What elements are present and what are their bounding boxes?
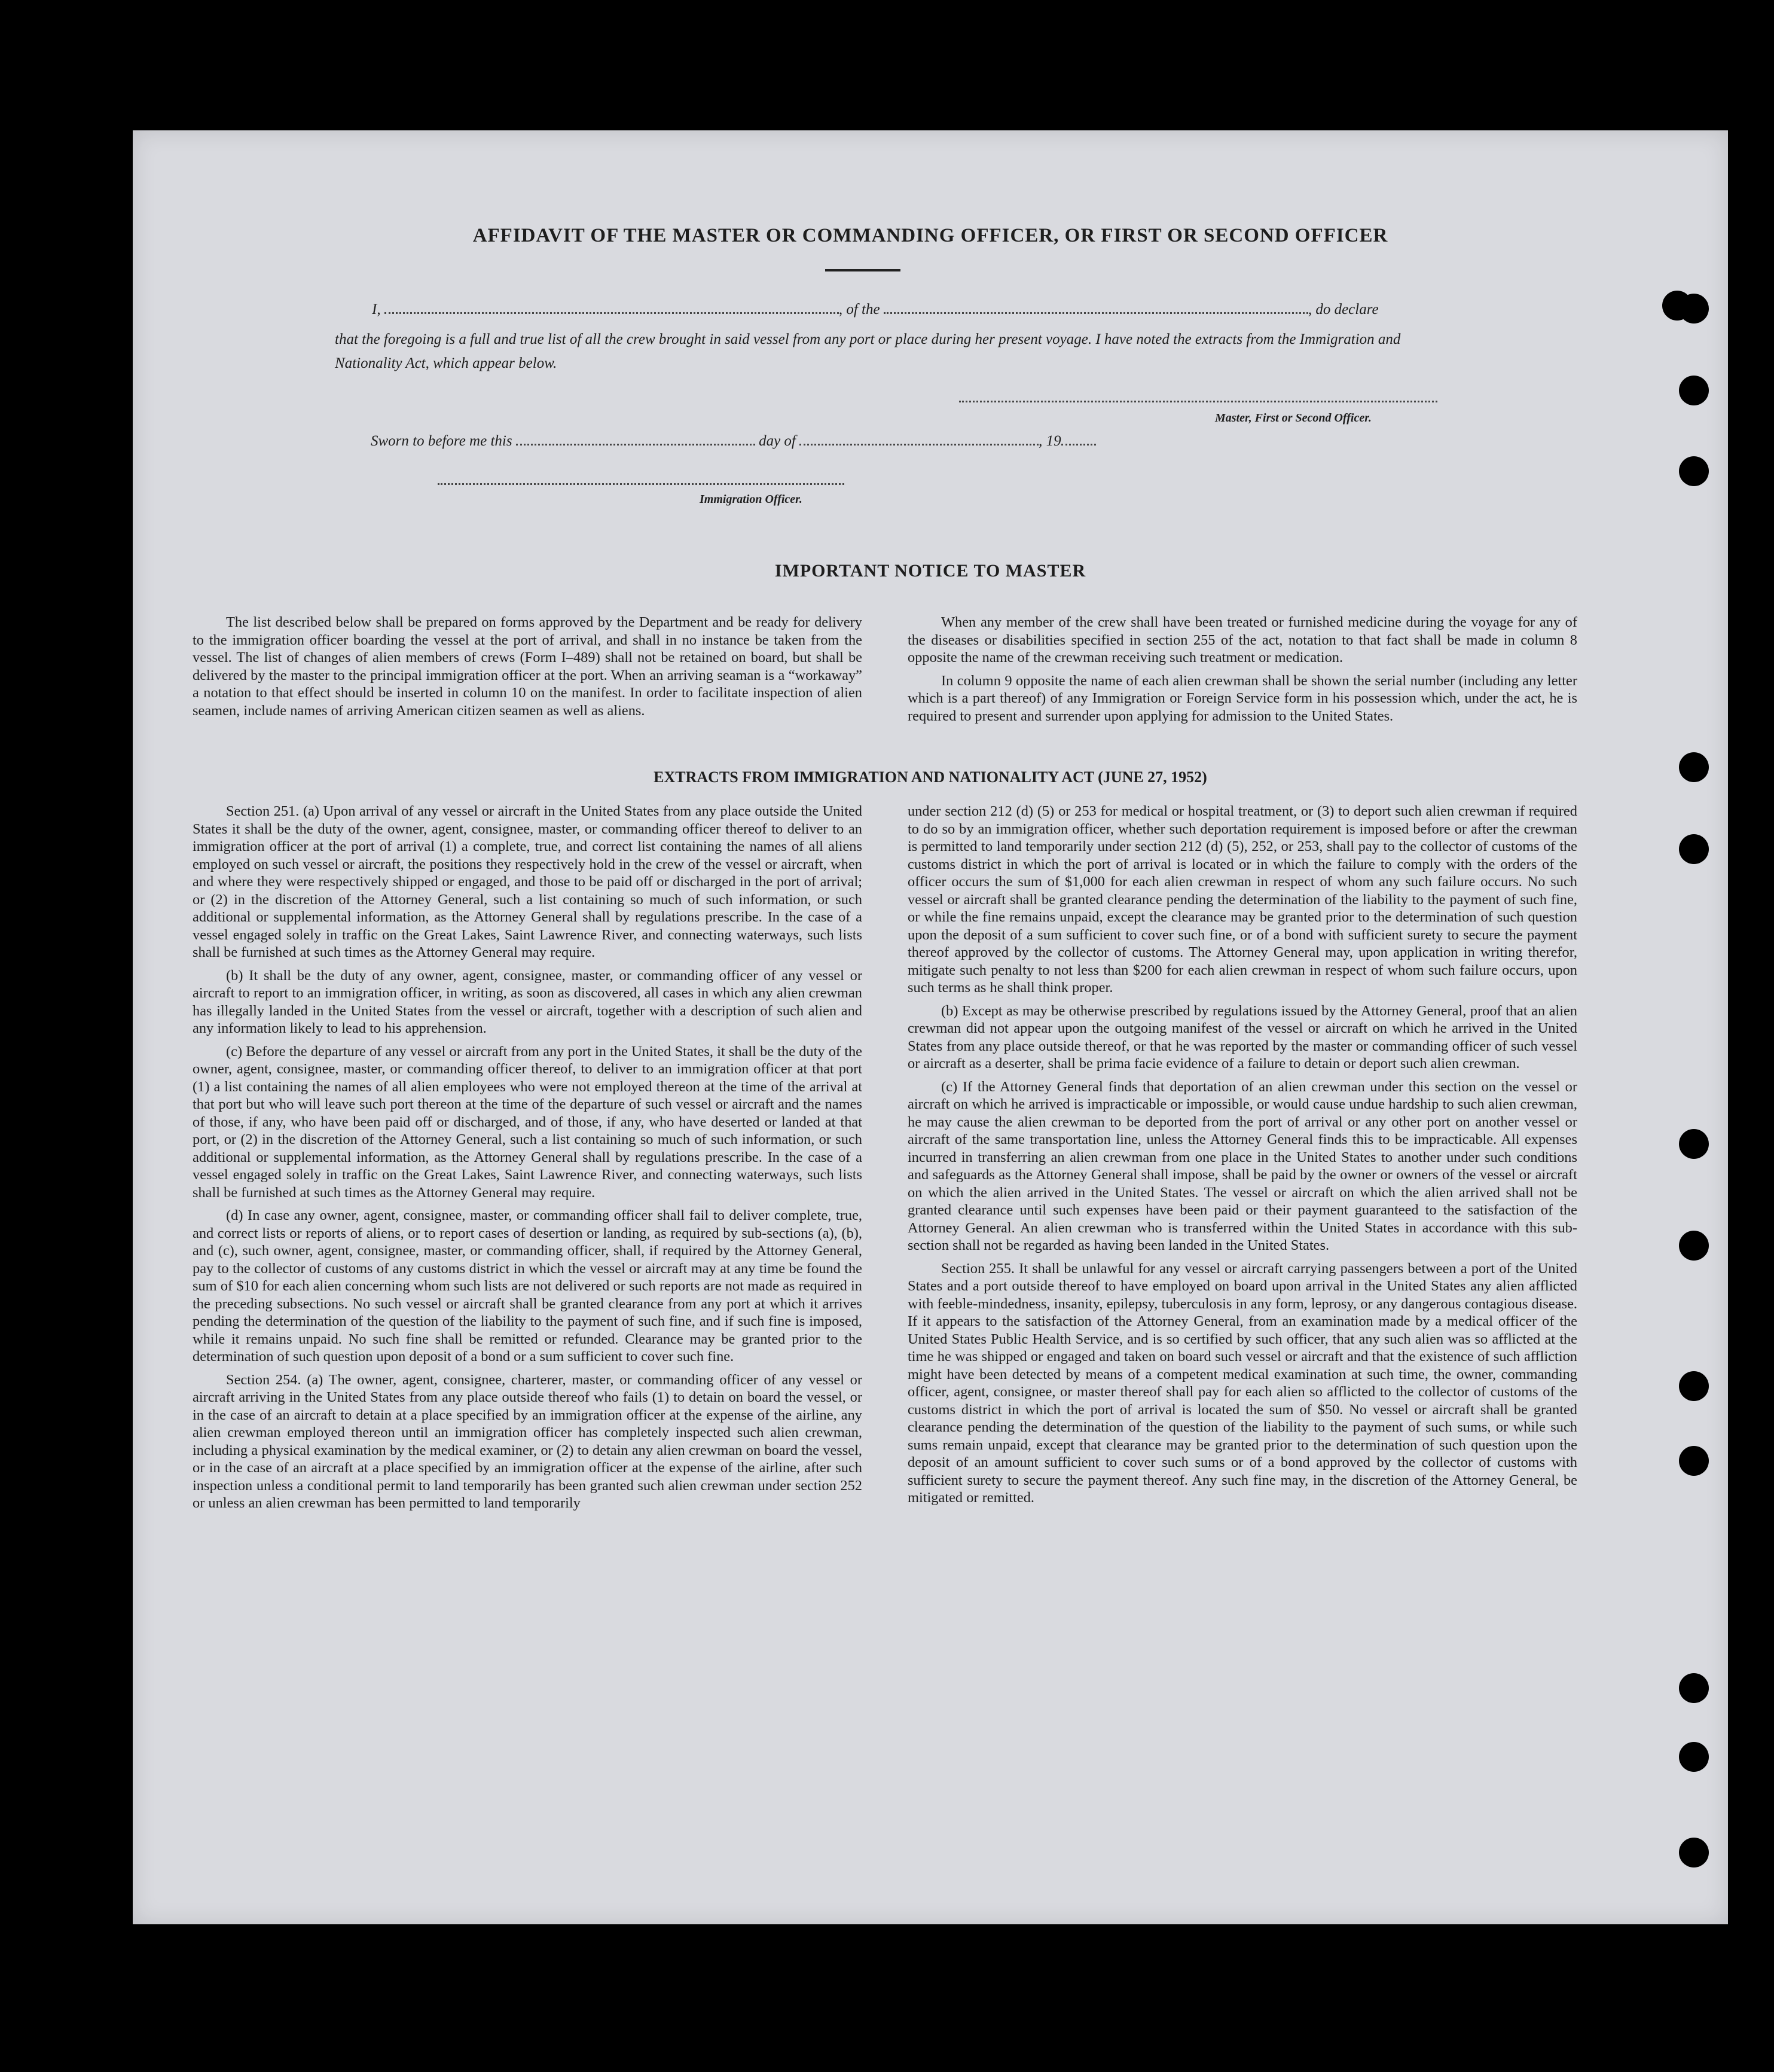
binder-hole bbox=[1679, 1129, 1709, 1159]
binder-hole bbox=[1679, 834, 1709, 864]
notice-paragraph: The list described below shall be prepared on forms approved by the Department and be ready for delivery to the immigration officer boarding the vessel at the port of arrival, and shall in no instance be taken from the vessel. The list of changes of alien members of crews (Form I–489) shall not be retained on board, but shall be delivered by the master to the principal immigration officer at the port. When an arriving seaman is a “workaway” a notation to that effect should be inserted in column 10 on the manifest. In order to facilitate inspection of alien seamen, include names of arriving American citizen seamen as well as aliens. bbox=[193, 614, 862, 719]
master-caption: Master, First or Second Officer. bbox=[1215, 411, 1372, 425]
sworn-line bbox=[371, 433, 1268, 450]
extracts-left-column bbox=[193, 802, 862, 1518]
of-the-label: , of the bbox=[838, 301, 880, 318]
do-declare-label: , do declare bbox=[1308, 301, 1379, 318]
i-label: I, bbox=[372, 301, 381, 318]
binder-hole bbox=[1679, 1838, 1709, 1867]
sworn-label: Sworn to before me this bbox=[371, 433, 512, 449]
affidavit-statement: that the foregoing is a full and true list of all the crew brought in said vessel from any port or place during her present voyage. I have noted the extracts from the Immigration and Nationality Act, which appear below. bbox=[335, 331, 1401, 371]
binder-hole bbox=[1679, 1742, 1709, 1772]
notice-left-column bbox=[193, 614, 862, 725]
binder-hole bbox=[1679, 1673, 1709, 1703]
section-paragraph: Section 255. It shall be unlawful for any vessel or aircraft carrying passengers between a port of the United States and a port outside thereof to have employed on board upon arrival in the United States any alien afflicted with feeble-mindedness, insanity, epilepsy, tuberculosis in any form, leprosy, or any dangerous contagious disease. If it appears to the satisfaction of the Attorney General, from an examination made by a medical officer of the United States Public Health Service, and is so certified by such officer, that any such alien was so afflicted at the time he was shipped or engaged and taken on board such vessel or aircraft and that the existence of such affliction might have been detected by means of a competent medical examination at such time, the owner, commanding officer, agent, consignee, or master thereof shall pay for each alien so afflicted to the collector of customs of the customs district in which the port of arrival is located the sum of $50. No vessel or aircraft shall be granted clearance pending the determination of the question of the liability to the payment of such sums, or while such sums remain unpaid, except that clearance may be granted prior to the determination of such question upon the deposit of an amount sufficient to cover such sums or of a bond approved by the collector of customs with sufficient surety to secure the payment thereof. Any such fine may, in the discretion of the Attorney General, be mitigated or remitted. bbox=[908, 1260, 1577, 1506]
month-field[interactable] bbox=[799, 440, 1039, 445]
extracts-right-column bbox=[908, 802, 1577, 1512]
year-prefix: , 19 bbox=[1039, 433, 1061, 449]
extracts-title: EXTRACTS FROM IMMIGRATION AND NATIONALITY ACT (JUNE 27, 1952) bbox=[654, 768, 1207, 786]
officer-signature-line[interactable] bbox=[438, 483, 844, 485]
section-paragraph: (d) In case any owner, agent, consignee, master, or commanding officer shall fail to deliver complete, true, and correct lists or reports of aliens, or to report cases of desertion or landing, as required by sub-sections (a), (b), and (c), such owner, agent, consignee, master, or commanding officer, shall, if required by the Attorney General, pay to the collector of customs of any customs district in which the vessel or aircraft may at any time be found the sum of $10 for each alien concerning whom such lists are not delivered or such reports are not made as required in the preceding subsections. No such vessel or aircraft shall be granted clearance from any port at which it arrives pending the determination of the question of the liability to the payment of such fine, and if such fine is imposed, while it remains unpaid. No such fine shall be remitted or refunded. Clearance may be granted prior to the determination of such question upon deposit of a bond or a sum sufficient to cover such fine. bbox=[193, 1207, 862, 1365]
day-field[interactable] bbox=[516, 440, 755, 445]
binder-hole bbox=[1679, 376, 1709, 405]
section-paragraph: (c) If the Attorney General finds that deportation of an alien crewman under this section on the vessel or aircraft on which he arrived is impracticable or impossible, or would cause undue hardship to such alien crewman, he may cause the alien crewman to be deported from the port of arrival or any other port on another vessel or aircraft of the same transportation line, unless the Attorney General finds this to be impracticable. All expenses incurred in transferring an alien crewman from one place in the United States to another under such conditions and safeguards as the Attorney General shall impose, shall be paid by the owner or owners of the vessel or aircraft on which the alien arrived in the United States. The vessel or aircraft on which the alien arrived shall not be granted clearance until such expenses have been paid or their payment guaranteed to the satisfaction of the Attorney General. An alien crewman who is transferred within the United States in accordance with this sub-section shall not be regarded as having been landed in the United States. bbox=[908, 1078, 1577, 1253]
section-paragraph: (b) It shall be the duty of any owner, agent, consignee, master, or commanding officer of any vessel or aircraft to report to an immigration officer, in writing, as soon as discovered, all cases in which any alien crewman has illegally landed in the United States from the vessel or aircraft, together with a description of such alien and any information likely to lead to his apprehension. bbox=[193, 967, 862, 1036]
section-paragraph: under section 212 (d) (5) or 253 for medical or hospital treatment, or (3) to deport such alien crewman if required to do so by an immigration officer, whether such deportation requirement is imposed before or after the crewman is permitted to land temporarily under section 212 (d) (5), 252, or 253, shall pay to the collector of customs of the customs district in which the port of arrival is located or in which the failure to comply with the orders of the officer occurs the sum of $1,000 for each alien crewman in respect of whom any such failure occurs. No such vessel or aircraft shall be granted clearance pending the determination of the liability to the payment of such fine, or while the fine remains unpaid, except the clearance may be granted prior to the determination of such question upon the deposit of a sum sufficient to cover such fine, or of a bond with sufficient surety to secure the payment thereof approved by the collector of customs. The Attorney General may, upon application in writing therefor, mitigate such penalty to not less than $200 for each alien crewman in respect of whom such failure occurs, upon such terms as he shall think proper. bbox=[908, 803, 1577, 996]
section-paragraph: Section 251. (a) Upon arrival of any vessel or aircraft in the United States from any place outside the United States it shall be the duty of the owner, agent, consignee, master, or commanding officer thereof to deliver to an immigration officer at the port of arrival (1) a complete, true, and correct list containing the names of all aliens employed on such vessel or aircraft, the positions they respectively hold in the crew of the vessel or aircraft, when and where they were respectively shipped or engaged, and those to be paid off or discharged in the port of arrival; or (2) in the discretion of the Attorney General, such a list containing so much of such information, or such additional or supplemental information, as the Attorney General shall by regulations prescribe. In the case of a vessel engaged solely in traffic on the Great Lakes, Saint Lawrence River, and connecting waterways, such lists shall be furnished at such times as the Attorney General may require. bbox=[193, 803, 862, 960]
section-paragraph: (c) Before the departure of any vessel or aircraft from any port in the United States, it shall be the duty of the owner, agent, consignee, master, or commanding officer thereof, to deliver to an immigration officer at that port (1) a list containing the names of all alien employees who were not employed thereon at the time of the arrival at that port but who will leave such port thereon at the time of the departure of such vessel or aircraft and the names of those, if any, who have been paid off or discharged, and of those, if any, who have deserted or landed at that port, or (2) in the discretion of the Attorney General, such a list containing so much of such information, or such additional or supplemental information, as the Attorney General shall by regulations prescribe. In the case of a vessel engaged solely in traffic on the Great Lakes, Saint Lawrence River, and connecting waterways, such lists shall be furnished at such times as the Attorney General may require. bbox=[193, 1043, 862, 1201]
notice-paragraph: In column 9 opposite the name of each alien crewman shall be shown the serial number (including any letter which is a part thereof) of any Immigration or Foreign Service form in his possession which, under the act, he is required to present and surrender upon applying for admission to the United States. bbox=[908, 672, 1577, 724]
section-paragraph: Section 254. (a) The owner, agent, consignee, charterer, master, or commanding officer of any vessel or aircraft arriving in the United States from any place outside thereof who fails (1) to detain on board the vessel, or in the case of an aircraft to detain at a place specified by an immigration officer at the expense of the airline, any alien crewman employed thereon until an immigration officer has completely inspected such alien crewman, including a physical examination by the medical examiner, or (2) to detain any alien crewman on board the vessel, or in the case of an aircraft at a place specified by an immigration officer at the expense of the airline, after such inspection unless a conditional permit to land temporarily has been granted such alien crewman under section 252 or unless an alien crewman has been permitted to land temporarily bbox=[193, 1371, 862, 1511]
declaration-line bbox=[372, 301, 1562, 318]
binder-hole bbox=[1679, 1371, 1709, 1401]
name-field[interactable] bbox=[384, 309, 839, 314]
vessel-field[interactable] bbox=[884, 309, 1308, 314]
officer-caption: Immigration Officer. bbox=[700, 493, 802, 506]
year-field[interactable] bbox=[1061, 440, 1096, 445]
binder-hole bbox=[1679, 294, 1709, 324]
master-signature-line[interactable] bbox=[959, 401, 1437, 402]
document-page bbox=[133, 130, 1728, 1924]
binder-hole bbox=[1679, 1231, 1709, 1261]
section-paragraph: (b) Except as may be otherwise prescribed by regulations issued by the Attorney General, proof that an alien crewman did not appear upon the outgoing manifest of the vessel or aircraft on which he arrived in the United States from any place outside thereof, or that he was reported by the master or commanding officer of such vessel or aircraft as a deserter, shall be prima facie evidence of a failure to detain or deport such alien crewman. bbox=[908, 1002, 1577, 1072]
affidavit-title: AFFIDAVIT OF THE MASTER OR COMMANDING OFFICER, OR FIRST OR SECOND OFFICER bbox=[472, 225, 1388, 246]
day-of-label: day of bbox=[759, 433, 796, 449]
notice-right-column bbox=[908, 614, 1577, 730]
binder-hole bbox=[1679, 456, 1709, 486]
notice-title: IMPORTANT NOTICE TO MASTER bbox=[774, 561, 1086, 581]
binder-hole bbox=[1679, 1446, 1709, 1476]
title-underline bbox=[825, 269, 900, 271]
notice-paragraph: When any member of the crew shall have been treated or furnished medicine during the voyage for any of the diseases or disabilities specified in section 255 of the act, notation to that fact shall be made in column 8 opposite the name of the crewman receiving such treatment or medication. bbox=[908, 614, 1577, 666]
